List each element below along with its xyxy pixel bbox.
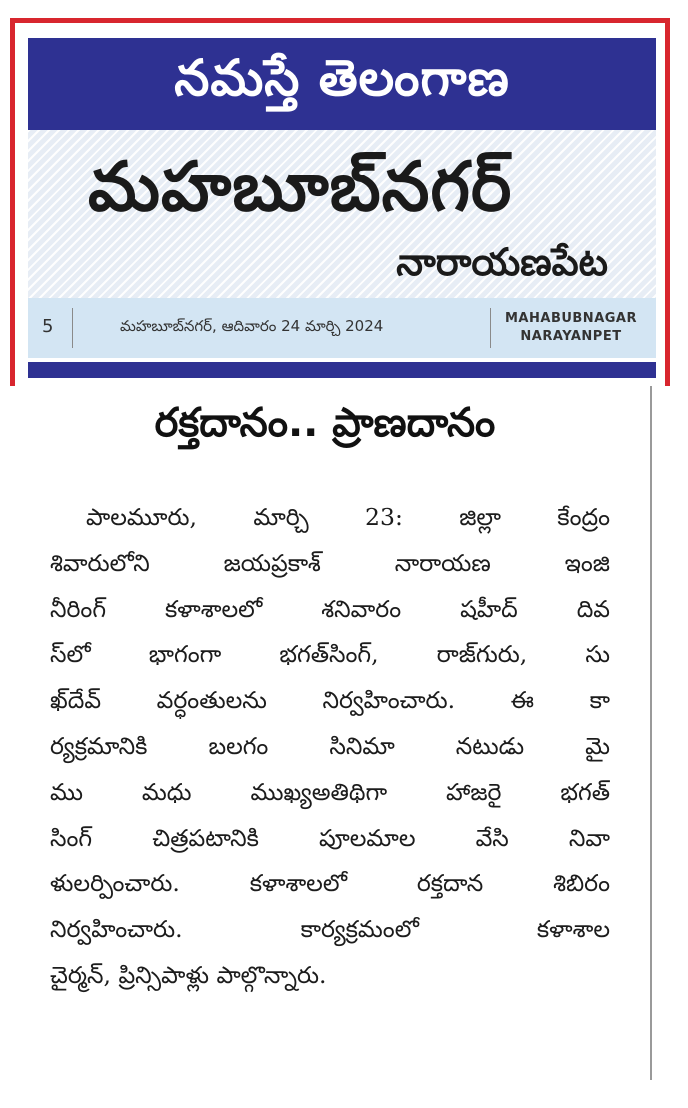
edition-panel [28, 130, 656, 298]
article-line: ఖ్‌దేవ్ వర్ధంతులను నిర్వహించారు. ఈ కా [50, 686, 610, 715]
article-line: నిర్వహించారు. కార్యక్రమంలో కళాశాల [50, 915, 610, 944]
article-line: పాలమూరు, మార్చి 23: జిల్లా కేంద్రం [86, 503, 610, 531]
edition-english-line-2: NARAYANPET [520, 329, 622, 344]
article-line: ళులర్పించారు. కళాశాలలో రక్తదాన శిబిరం [50, 869, 610, 898]
masthead-bottom-bar [28, 362, 656, 378]
masthead-title-bar [28, 38, 656, 130]
article-line: నీరింగ్ కళాశాలలో శనివారం షహీద్ దివ [50, 594, 610, 623]
date-strip [28, 298, 656, 358]
article-headline: రక్తదానం.. ప్రాణదానం [154, 400, 496, 446]
page-number: 5 [42, 316, 54, 337]
divider [72, 308, 73, 348]
divider [490, 308, 491, 348]
column-rule [650, 386, 652, 1080]
edition-title: మహబూబ్‌నగర్ [88, 148, 513, 227]
article-line: స్‌లో భాగంగా భగత్‌సింగ్, రాజ్‌గురు, సు [50, 640, 610, 669]
article-line: శివారులోని జయప్రకాశ్ నారాయణ ఇంజి [50, 548, 610, 577]
edition-subtitle: నారాయణపేట [396, 240, 608, 284]
date-line: మహబూబ్‌నగర్, ఆదివారం 24 మార్చి 2024 [120, 317, 384, 335]
edition-english-line-1: MAHABUBNAGAR [505, 311, 637, 326]
article-line: సింగ్ చిత్రపటానికి పూలమాల వేసి నివా [50, 823, 610, 852]
article-body [50, 495, 610, 999]
edition-english [496, 310, 646, 346]
article-line: ము మధు ముఖ్యఅతిథిగా హాజరై భగత్ [50, 777, 610, 806]
article-line: చైర్మన్, ప్రిన్సిపాళ్లు పాల్గొన్నారు. [50, 960, 327, 989]
newspaper-name: నమస్తే తెలంగాణ [174, 48, 510, 107]
article-line: ర్యక్రమానికి బలగం సినిమా నటుడు మై [50, 731, 610, 760]
